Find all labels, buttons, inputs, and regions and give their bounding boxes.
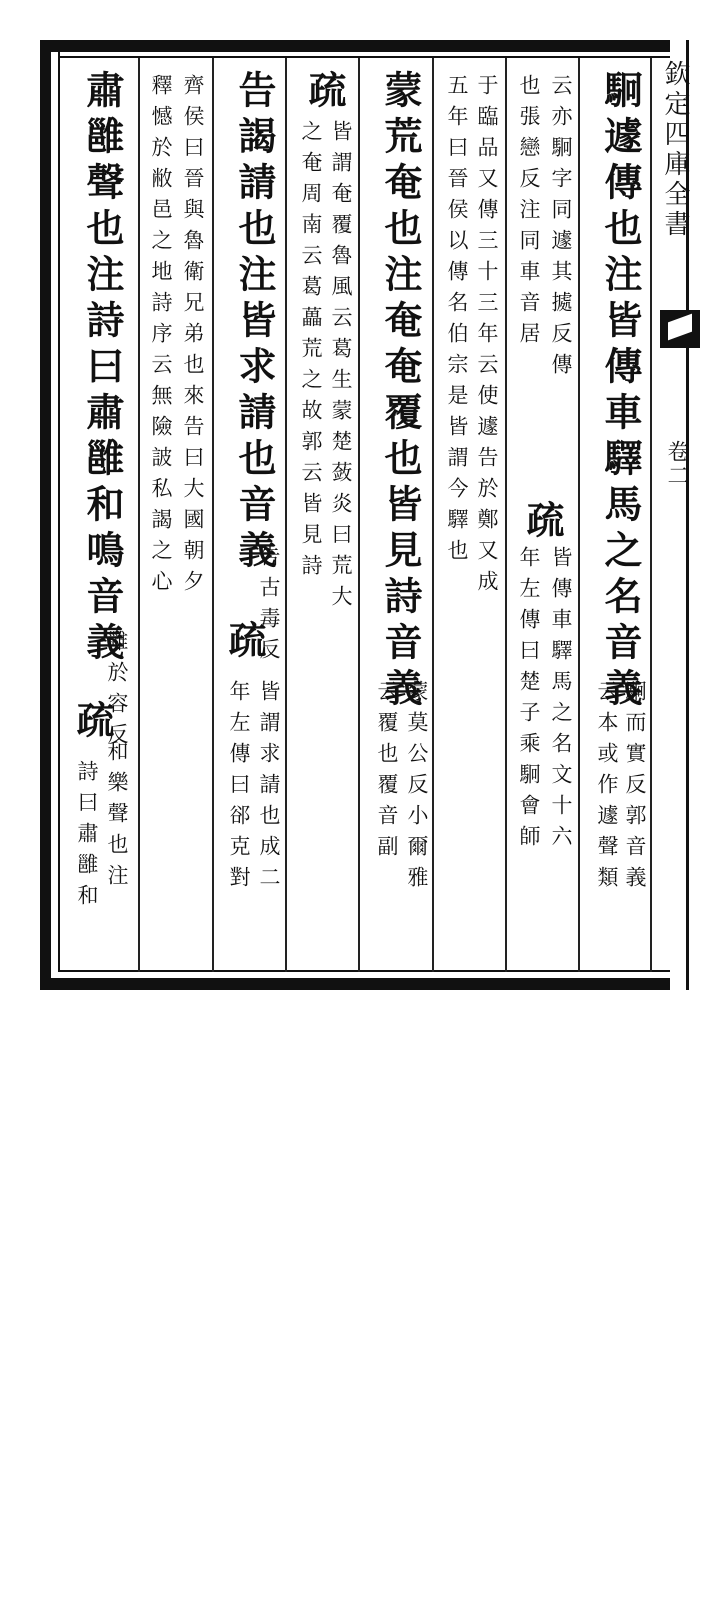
shu-marker: 疏 (302, 70, 347, 116)
commentary-line: 齊侯曰晉與魯衛兄弟也來告曰大國朝夕 (181, 74, 205, 601)
main-text-column: 蒙荒奄也注奄奄覆也皆見詩音義 (378, 70, 423, 714)
column-rule (285, 58, 287, 972)
frame-top-border (40, 40, 670, 52)
column-rule (358, 58, 360, 972)
commentary-line: 于臨品又傳三十三年云使遽告於鄭又成 (475, 74, 499, 601)
commentary-line: 蒙莫公反小爾雅 (405, 680, 429, 897)
commentary-line: 皆謂求請也成二 (257, 680, 281, 897)
column-rule (650, 58, 652, 972)
main-text-column: 告謁請也注皆求請也音義 (232, 70, 277, 576)
commentary-line: 五年曰晉侯以傳名伯宗是皆謂今驛也 (445, 74, 469, 570)
commentary-line: 云亦駉字同遽其㨿反傳 (549, 74, 573, 384)
commentary-line: 釋憾於敝邑之地詩序云無險詖私謁之心 (149, 74, 173, 601)
shu-marker: 疏 (222, 620, 267, 666)
commentary-line: 駉而實反郭音義 (623, 680, 647, 897)
shu-marker: 疏 (70, 700, 115, 746)
commentary-line: 皆傳車驛馬之名文十六 (549, 546, 573, 856)
frame-inner-left-rule (58, 52, 60, 972)
commentary-line: 告古毒反 (257, 545, 281, 669)
commentary-line: 詩曰肅雝和 (75, 760, 99, 915)
commentary-line: 和樂聲也注 (105, 740, 129, 895)
shu-marker: 疏 (520, 500, 565, 546)
margin-header: 欽定四庫全書 (660, 60, 690, 240)
column-rule (578, 58, 580, 972)
main-text-column: 肅雝聲也注詩曰肅雝和鳴音義 (80, 70, 125, 668)
frame-bottom-border (40, 978, 670, 990)
commentary-line: 之奄周南云葛藟荒之故郭云皆見詩 (299, 120, 323, 585)
commentary-line: 云覆也覆音副 (375, 680, 399, 866)
commentary-line: 也張戀反注同車音居 (517, 74, 541, 353)
commentary-line: 年左傳曰楚子乘駉會師 (517, 546, 541, 856)
column-rule (138, 58, 140, 972)
commentary-line: 皆謂奄覆魯風云葛生蒙楚蔹炎曰荒大 (329, 120, 353, 616)
column-rule (212, 58, 214, 972)
frame-left-border (40, 40, 51, 990)
commentary-line: 年左傳曰郤克對 (227, 680, 251, 897)
column-rule (432, 58, 434, 972)
margin-juan: 卷二 (664, 440, 689, 488)
column-rule (505, 58, 507, 972)
main-text-column: 駉遽傳也注皆傳車驛馬之名音義 (598, 70, 643, 714)
commentary-line: 云本或作遽聲類 (595, 680, 619, 897)
commentary-line: 雝於容反 (105, 630, 129, 754)
